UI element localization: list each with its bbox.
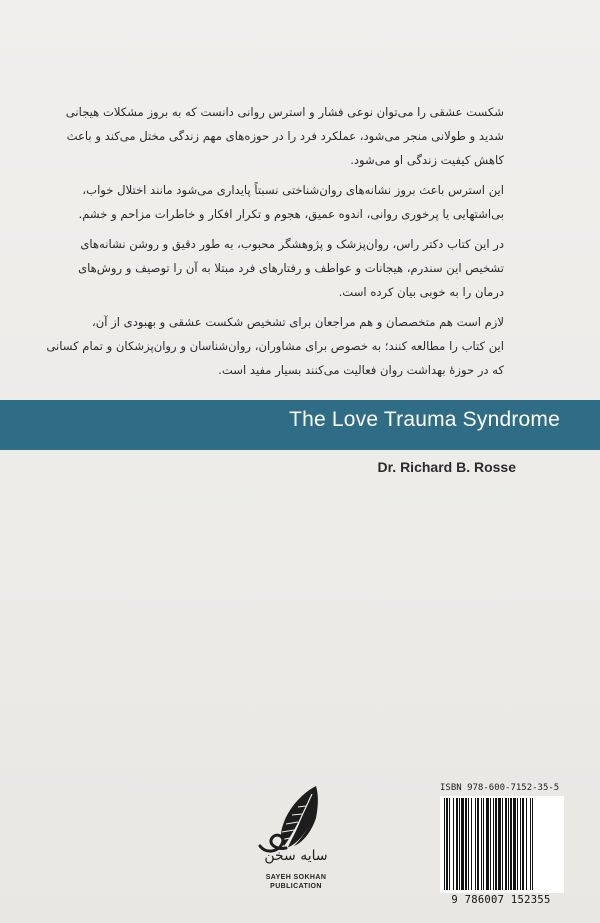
blurb-paragraph-4 <box>46 310 504 382</box>
publisher-name-en: SAYEH SOKHAN <box>265 874 327 881</box>
barcode-bars <box>444 798 560 890</box>
barcode-bar <box>471 798 472 890</box>
barcode-bar <box>526 798 527 890</box>
barcode-bar <box>520 798 521 890</box>
barcode-bar <box>453 798 454 890</box>
blurb-line: تشخیص این سندرم، هیجانات و عواطف و رفتارهای فرد مبتلا به آن را توصیف و روش‌های <box>78 261 504 275</box>
barcode-bar <box>498 798 501 890</box>
publisher-name-fa: سایه سخن <box>264 848 328 864</box>
blurb-paragraph-1 <box>65 100 504 172</box>
isbn-label: ISBN 978-600-7152-35-5 <box>440 783 560 793</box>
blurb <box>46 100 504 388</box>
blurb-paragraph-2 <box>78 178 504 226</box>
barcode-bar <box>493 798 494 890</box>
blurb-line: شدید و طولانی منجر می‌شود، عملکرد فرد را در حوزه‌های مهم زندگی مختل می‌کند و باعث <box>66 129 504 143</box>
barcode-bar <box>508 798 509 890</box>
barcode-bar <box>465 798 467 890</box>
barcode-bar <box>459 798 460 890</box>
barcode-bar <box>530 798 531 890</box>
blurb-line: بی‌اشتهایی یا پرخوری روانی، اندوه عمیق، هجوم و تکرار افکار و خاطرات مزاحم و خشم. <box>78 207 504 221</box>
barcode-bar <box>513 798 516 890</box>
barcode-bar <box>444 798 445 890</box>
blurb-line: لازم است هم متخصصان و هم مراجعان برای تشخیص شکست عشقی و بهبودی از آن، <box>91 315 504 329</box>
barcode <box>440 796 564 893</box>
barcode-bar <box>449 798 450 890</box>
barcode-digits: 9 786007 152355 <box>451 894 551 906</box>
blurb-line: شکست عشقی را می‌توان نوعی فشار و استرس روانی دانست که به بروز مشکلات هیجانی <box>65 105 504 119</box>
barcode-bar <box>490 798 491 890</box>
blurb-line: در این کتاب دکتر راس، روان‌پزشک و پژوهشگر محبوب، به طور دقیق و روشن نشانه‌های <box>80 237 504 251</box>
blurb-line: کاهش کیفیت زندگی او می‌شود. <box>350 153 504 167</box>
blurb-line: درمان را به خوبی بیان کرده است. <box>338 285 504 299</box>
blurb-line: این کتاب را مطالعه کنند؛ به خصوص برای مشاوران، روان‌شناسان و روان‌پزشکان و تمام کسانی <box>46 339 504 353</box>
barcode-bar <box>481 798 482 890</box>
barcode-bar <box>456 798 458 890</box>
blurb-line: که در حوزهٔ بهداشت روان فعالیت می‌کنند بسیار مفید است. <box>218 363 504 377</box>
barcode-bar <box>446 798 448 890</box>
barcode-bar <box>517 798 518 890</box>
barcode-bar <box>532 798 533 890</box>
barcode-bar <box>461 798 464 890</box>
barcode-bar <box>477 798 479 890</box>
author-name: Dr. Richard B. Rosse <box>377 459 516 475</box>
barcode-bar <box>505 798 507 890</box>
barcode-bar <box>468 798 469 890</box>
title-band <box>0 400 600 450</box>
barcode-bar <box>502 798 503 890</box>
publisher-name-en-sub: PUBLICATION <box>270 883 322 890</box>
blurb-line: این استرس باعث بروز نشانه‌های روان‌شناختی نسبتاً پایداری می‌شود مانند اختلال خواب، <box>82 183 504 197</box>
barcode-bar <box>510 798 512 890</box>
blurb-paragraph-3 <box>78 232 504 304</box>
barcode-bar <box>486 798 489 890</box>
feather-icon <box>246 780 346 910</box>
barcode-bar <box>483 798 484 890</box>
barcode-bar <box>522 798 524 890</box>
barcode-bar <box>495 798 497 890</box>
book-title: The Love Trauma Syndrome <box>289 408 560 431</box>
barcode-bar <box>475 798 476 890</box>
